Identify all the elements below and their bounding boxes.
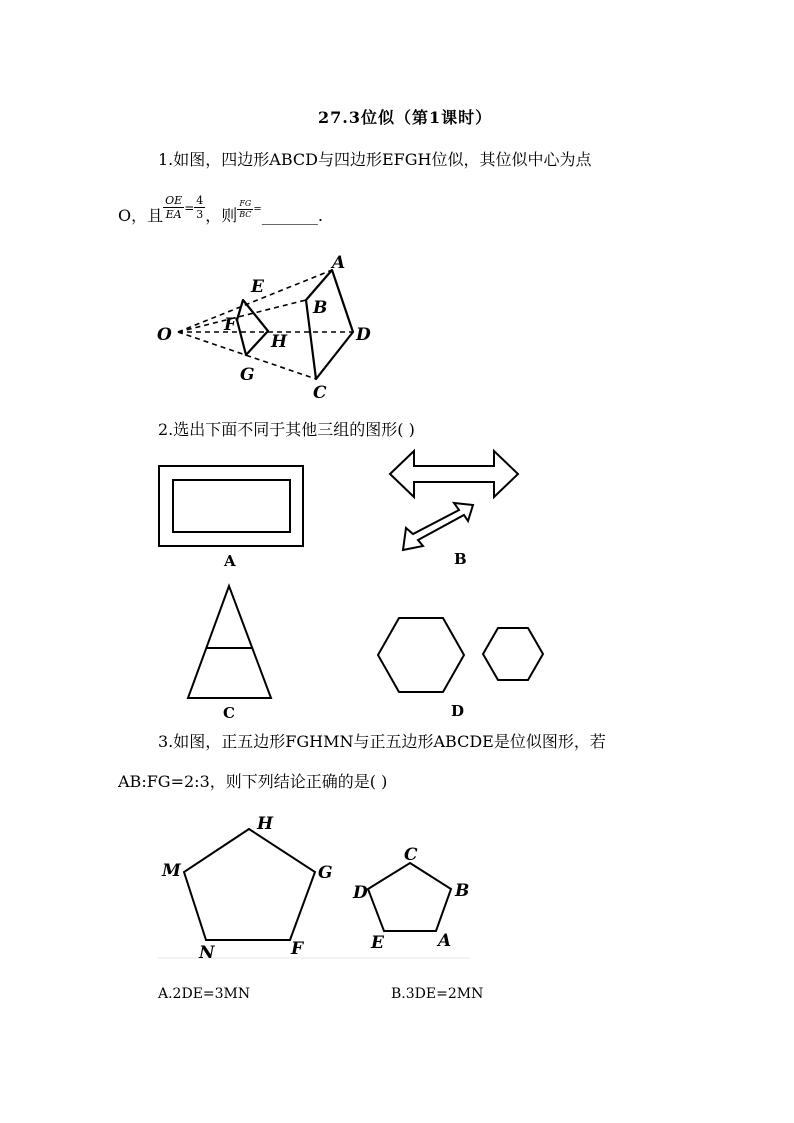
q2-option-a-figure (155, 462, 310, 572)
page-title: 27.3位似（第1课时） (318, 108, 493, 127)
q3-choice-b[interactable]: B.3DE=2MN (391, 986, 484, 1002)
q1-middle-text: ，则 (205, 205, 238, 225)
q2-option-d-figure (370, 612, 550, 722)
q1-end-period: . (317, 205, 323, 225)
q3-label-B: B (455, 881, 470, 901)
q1-ask-denominator: BC (239, 210, 252, 219)
label-F: F (224, 315, 237, 335)
q1-ask-equals: = (253, 203, 262, 215)
label-H: H (271, 332, 288, 352)
q1-value-denominator: 3 (196, 208, 204, 221)
q2-text: 2.选出下面不同于其他三组的图形( ) (158, 420, 415, 439)
q1-text-line1: 1.如图，四边形ABCD与四边形EFGH位似，其位似中心为点 (158, 150, 592, 169)
q1-value-fraction (194, 194, 205, 221)
label-A: A (332, 253, 346, 273)
q3-choice-a[interactable]: A.2DE=3MN (158, 986, 251, 1002)
q3-text-line2: AB:FG=2:3，则下列结论正确的是( ) (118, 772, 388, 791)
q3-label-D: D (353, 883, 368, 903)
label-O: O (157, 325, 172, 345)
q1-ratio-numerator: OE (165, 194, 183, 207)
q3-text-line1: 3.如图，正五边形FGHMN与正五边形ABCDE是位似图形，若 (158, 732, 606, 751)
q3-label-E: E (371, 933, 384, 953)
q1-answer-blank[interactable]: _______ (261, 205, 318, 225)
q3-label-M: M (162, 861, 181, 881)
label-E: E (251, 277, 264, 297)
q2-option-b-figure (385, 445, 525, 570)
label-C: C (313, 383, 327, 403)
q3-label-N: N (199, 943, 215, 963)
q1-ratio-denominator: EA (165, 208, 182, 221)
q3-label-F: F (291, 939, 304, 959)
label-G: G (240, 365, 255, 385)
q2-label-d: D (451, 702, 465, 720)
q3-label-A: A (438, 931, 452, 951)
label-D: D (356, 325, 371, 345)
q2-option-c-figure (180, 580, 280, 720)
q1-prefix: O，且 (118, 205, 164, 225)
q3-figure (155, 808, 475, 963)
q1-ask-fraction (237, 199, 253, 220)
label-B: B (313, 298, 328, 318)
q1-text-line2 (118, 194, 323, 229)
q2-label-c: C (223, 704, 235, 720)
q2-label-b: B (454, 550, 467, 568)
q3-label-G: G (318, 863, 333, 883)
q1-ratio-fraction (163, 194, 184, 221)
q1-ask-numerator: FG (237, 199, 253, 210)
q3-label-H: H (257, 814, 274, 834)
q1-equals: = (184, 200, 195, 215)
q1-value-numerator: 4 (196, 194, 204, 207)
q2-label-a: A (224, 552, 236, 570)
q1-figure (150, 245, 380, 405)
q3-label-C: C (404, 845, 418, 865)
